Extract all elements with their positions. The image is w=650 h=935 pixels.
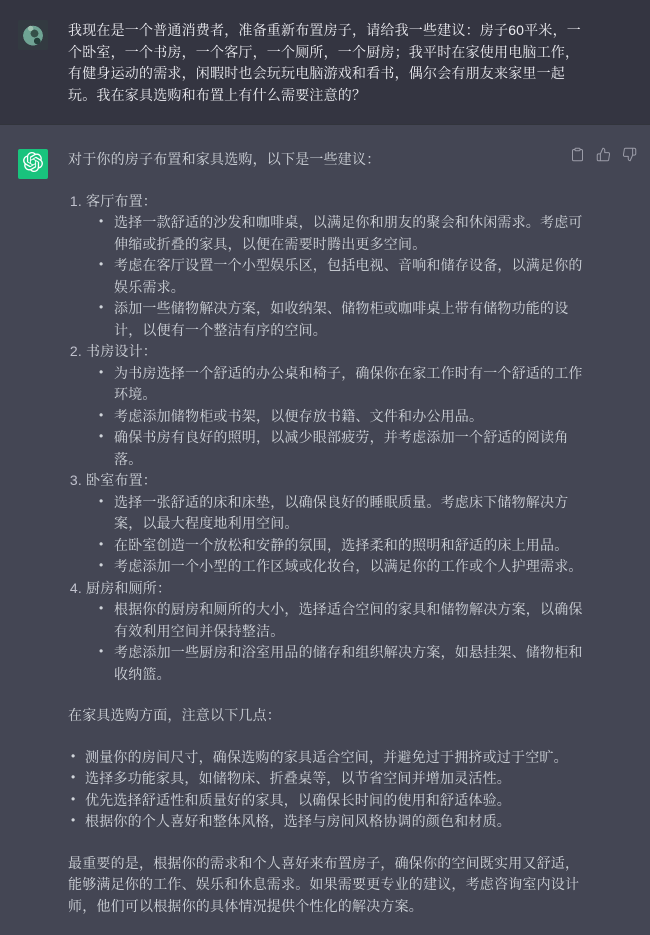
list-item: • 优先选择舒适性和质量好的家具，以确保长时间的使用和舒适体验。 xyxy=(68,790,588,812)
list-item: • 考虑在客厅设置一个小型娱乐区，包括电视、音响和储存设备，以满足你的娱乐需求。 xyxy=(86,255,588,298)
section-title: 卧室布置： xyxy=(86,472,157,488)
openai-logo-icon xyxy=(23,152,43,177)
assistant-message xyxy=(68,149,588,917)
clipboard-icon xyxy=(570,150,585,165)
list-item: • 添加一些储物解决方案，如收纳架、储物柜或咖啡桌上带有储物功能的设计，以便有一个整洁有序的空间。 xyxy=(86,298,588,341)
list-item: • 根据你的厨房和厕所的大小，选择适合空间的家具和储物解决方案，以确保有效利用空间并保持整洁。 xyxy=(86,599,588,642)
section-living-room xyxy=(86,191,588,342)
thumbs-up-button[interactable] xyxy=(596,147,611,162)
list-item: • 选择多功能家具，如储物床、折叠桌等，以节省空间并增加灵活性。 xyxy=(68,768,588,790)
list-item: • 确保书房有良好的照明，以减少眼部疲劳，并考虑添加一个舒适的阅读角落。 xyxy=(86,427,588,470)
list-item: • 选择一款舒适的沙发和咖啡桌，以满足你和朋友的聚会和休闲需求。考虑可伸缩或折叠的家具，以便在需要时腾出更多空间。 xyxy=(86,212,588,255)
list-item: • 在卧室创造一个放松和安静的氛围，选择柔和的照明和舒适的床上用品。 xyxy=(86,535,588,557)
list-item: • 选择一张舒适的床和床垫，以确保良好的睡眠质量。考虑床下储物解决方案，以最大程度地利用空间。 xyxy=(86,492,588,535)
section-title: 厨房和厕所： xyxy=(86,579,172,596)
section-kitchen-toilet xyxy=(86,578,588,686)
thumbs-down-button[interactable] xyxy=(622,147,637,162)
list-item: • 考虑添加一个小型的工作区域或化妆台，以满足你的工作或个人护理需求。 xyxy=(86,556,588,578)
thumbs-up-icon xyxy=(596,150,611,165)
user-message-row xyxy=(0,0,650,124)
list-item: • 为书房选择一个舒适的办公桌和椅子，确保你在家工作时有一个舒适的工作环境。 xyxy=(86,363,588,406)
assistant-closing: 最重要的是，根据你的需求和个人喜好来布置房子，确保你的空间既实用又舒适，能够满足你的工作、娱乐和休息需求。如果需要更专业的建议，考虑咨询室内设计师，他们可以根据你的具体情况提供个性化的解决方案。 xyxy=(68,854,580,914)
shopping-intro: 在家具选购方面，注意以下几点： xyxy=(68,707,281,723)
shopping-points-list xyxy=(68,747,588,833)
section-title: 书房设计： xyxy=(86,343,157,359)
section-title: 客厅布置： xyxy=(86,192,157,209)
user-message-text: 我现在是一个普通消费者，准备重新布置房子，请给我一些建议：房子60平米，一个卧室，一个书房，一个客厅，一个厕所，一个厨房；我平时在家使用电脑工作，有健身运动的需求，闲暇时也会玩玩电脑游戏和看书，偶尔会有朋友来家里一起玩。我在家具选购和布置上有什么需要注意的？ xyxy=(68,22,581,103)
list-item: • 考虑添加储物柜或书架，以便存放书籍、文件和办公用品。 xyxy=(86,406,588,428)
list-item: • 根据你的个人喜好和整体风格，选择与房间风格协调的颜色和材质。 xyxy=(68,811,588,833)
user-avatar xyxy=(18,20,48,50)
chatgpt-avatar xyxy=(18,149,48,179)
section-study xyxy=(86,341,588,470)
suggestion-sections xyxy=(68,191,588,686)
user-message xyxy=(68,20,588,106)
assistant-intro: 对于你的房子布置和家具选购，以下是一些建议： xyxy=(68,151,381,167)
section-bedroom xyxy=(86,470,588,578)
list-item: • 测量你的房间尺寸，确保选购的家具适合空间，并避免过于拥挤或过于空旷。 xyxy=(68,747,588,769)
thumbs-down-icon xyxy=(622,150,637,165)
list-item: • 考虑添加一些厨房和浴室用品的储存和组织解决方案，如悬挂架、储物柜和收纳篮。 xyxy=(86,642,588,685)
message-actions xyxy=(570,147,637,162)
assistant-message-row xyxy=(0,124,650,935)
copy-button[interactable] xyxy=(570,147,585,162)
